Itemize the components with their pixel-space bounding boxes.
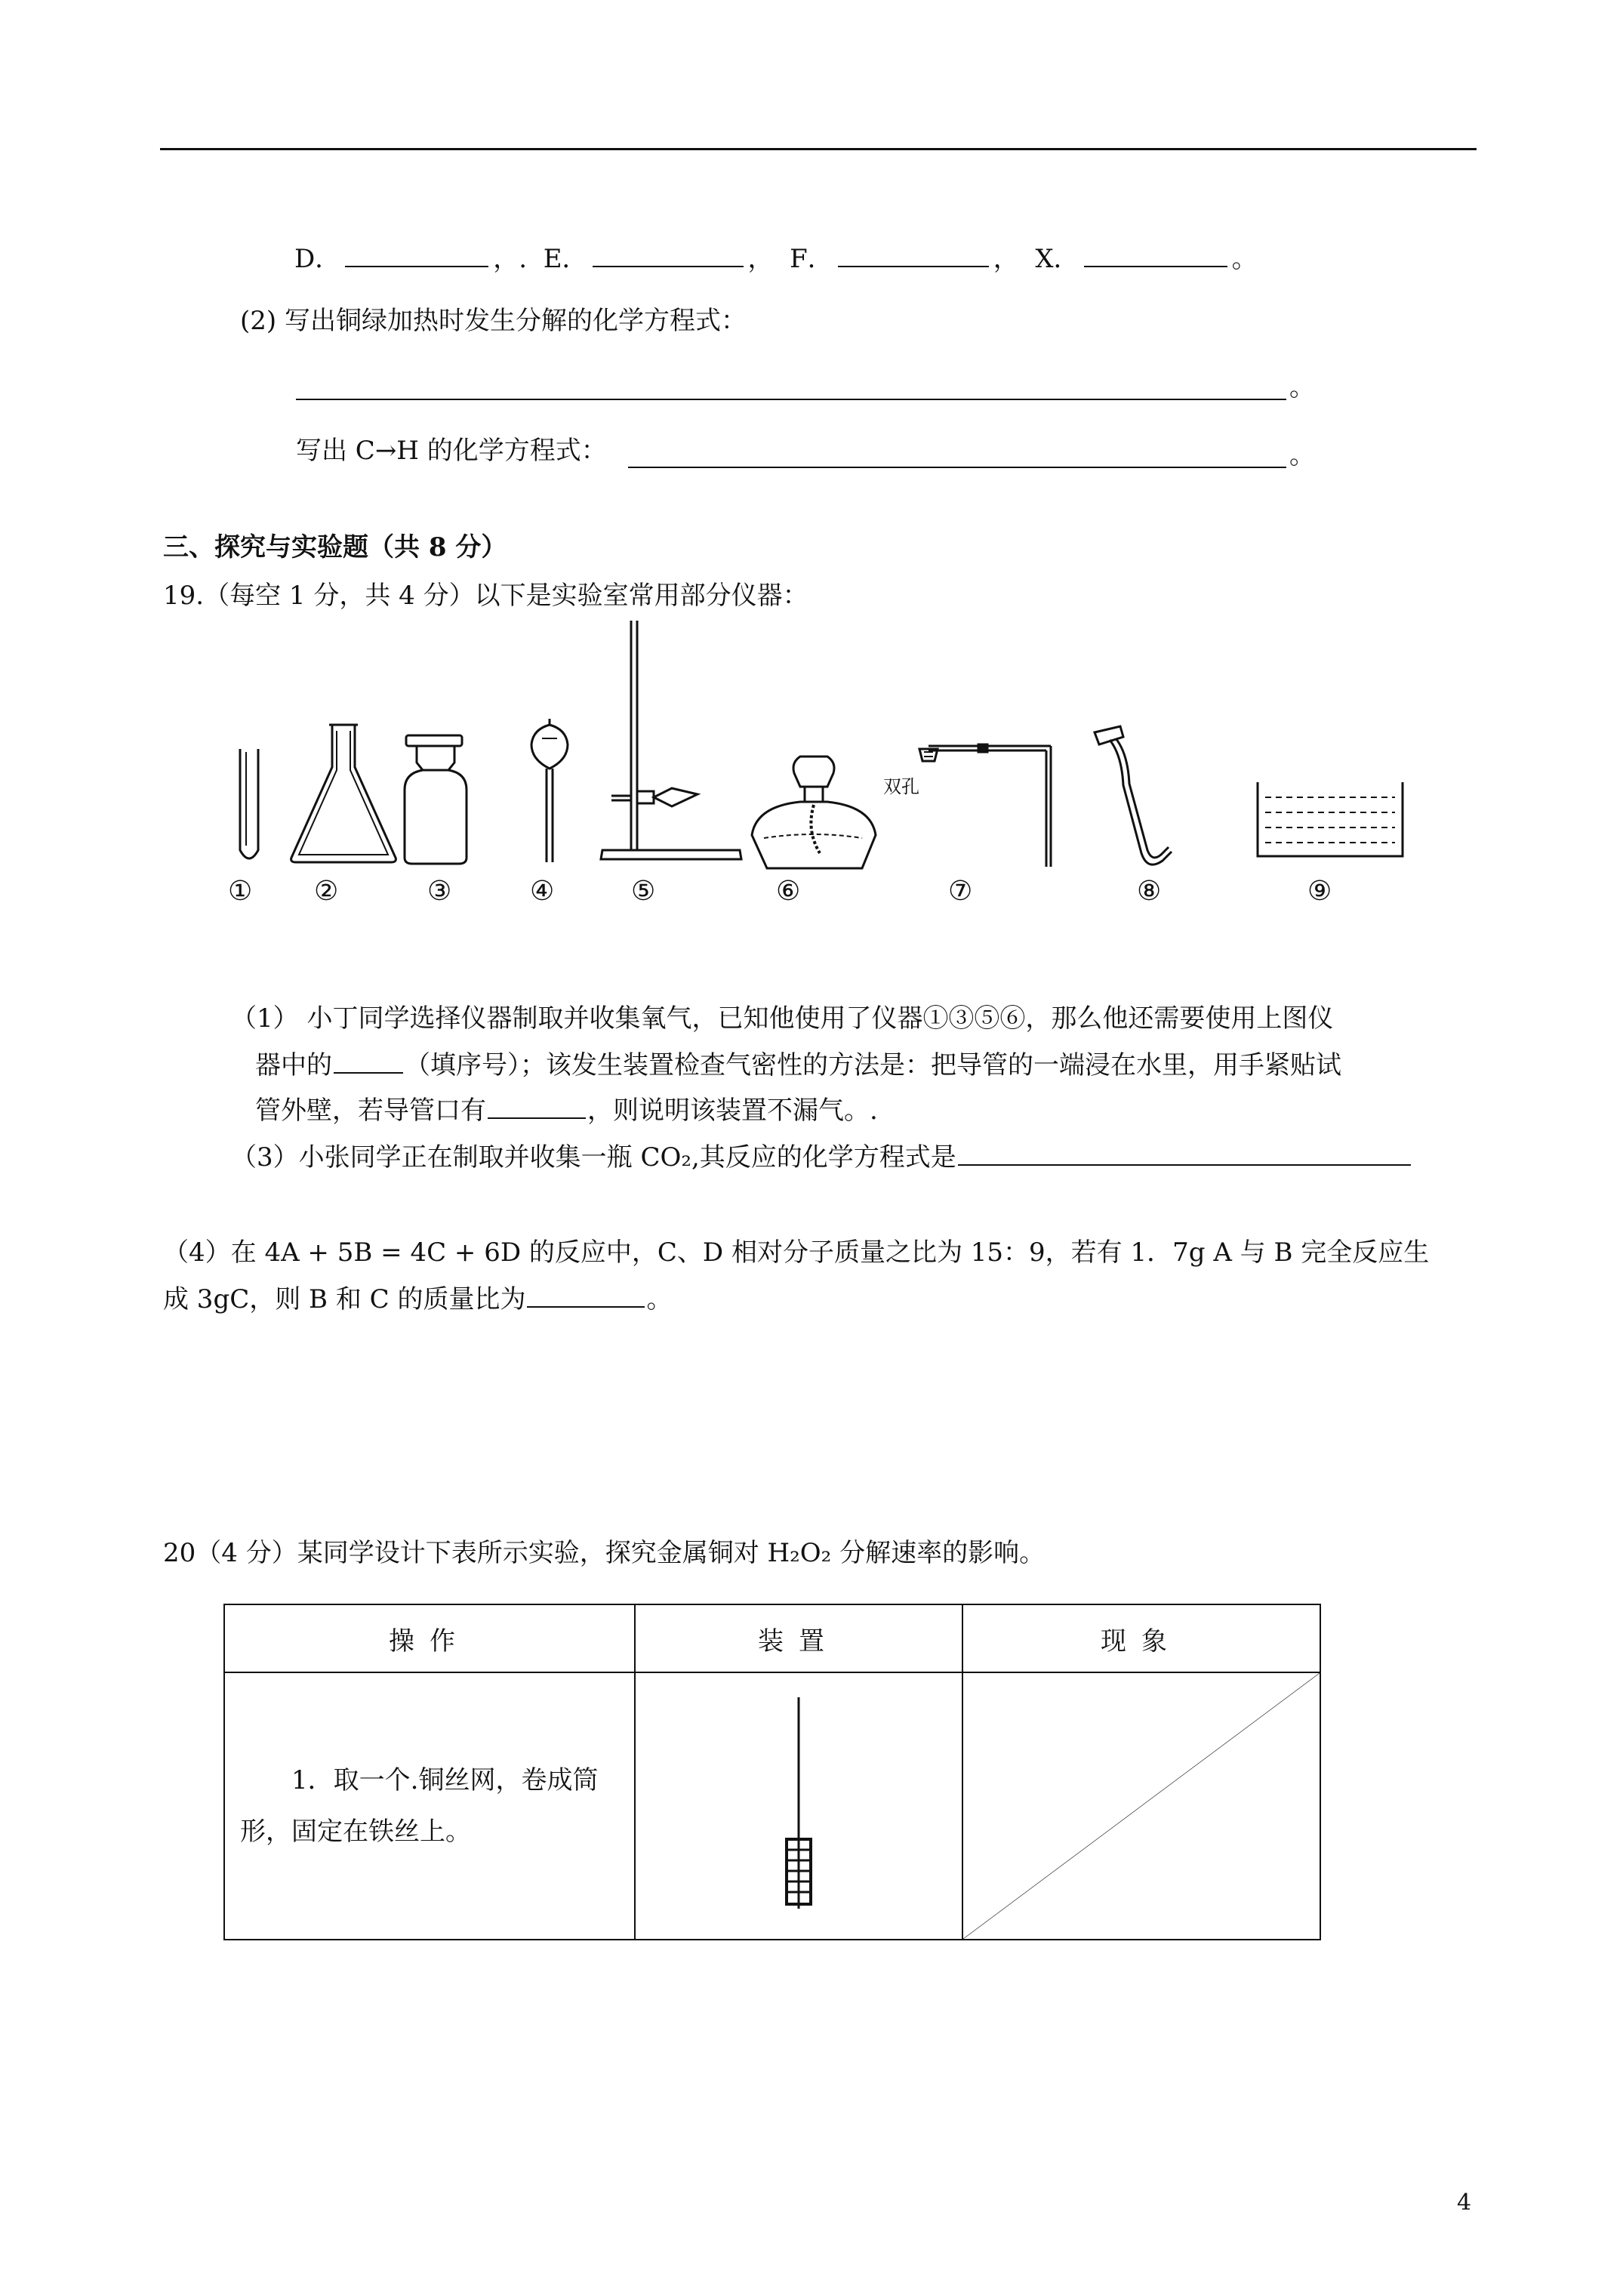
q19-p3	[231, 1139, 1412, 1176]
q19-p4-line1: （4）在 4A + 5B = 4C + 6D 的反应中，C、D 相对分子质量之比为 15：9，若有 1．7g A 与 B 完全反应生	[163, 1237, 1430, 1268]
q19-p4-line2	[163, 1281, 672, 1318]
text: ，则说明该装置不漏气。.	[587, 1096, 878, 1126]
section3-heading: 三、探究与实验题（共 8 分）	[163, 532, 507, 562]
header-rule	[160, 148, 1477, 150]
gas-bottle-icon	[405, 735, 467, 864]
separatory-funnel-icon	[531, 719, 568, 862]
q20-title: 20（4 分）某同学设计下表所示实验，探究金属铜对 H₂O₂ 分解速率的影响。	[163, 1538, 1046, 1568]
apparatus-number-5: ⑤	[631, 876, 656, 907]
header-phenomenon: 现象	[962, 1604, 1320, 1672]
water-trough-icon	[1258, 782, 1403, 856]
page-number: 4	[1457, 2190, 1472, 2216]
blank-bubbles[interactable]	[488, 1092, 586, 1119]
blank-e[interactable]	[593, 240, 744, 267]
apparatus-number-4: ④	[530, 876, 555, 907]
blank-d[interactable]	[345, 240, 488, 267]
label-e: E．	[543, 244, 588, 274]
text: 器中的	[255, 1050, 332, 1080]
apparatus-number-8: ⑧	[1137, 876, 1162, 907]
q19-p1-line1: （1） 小丁同学选择仪器制取并收集氧气，已知他使用了仪器①③⑤⑥，那么他还需要使用上图仪	[231, 1003, 1334, 1034]
stopper-label: 双孔	[883, 776, 919, 797]
text: 成 3gC，则 B 和 C 的质量比为	[163, 1284, 526, 1314]
test-tube-icon	[240, 749, 258, 858]
cell-phenomenon[interactable]	[962, 1672, 1320, 1940]
sep: ，.	[493, 244, 528, 274]
q18-part3-end: 。	[1289, 440, 1315, 470]
sep: ，	[993, 244, 1019, 274]
header-apparatus: 装置	[635, 1604, 962, 1672]
text: 管外壁，若导管口有	[255, 1096, 486, 1126]
table-header-row	[224, 1604, 1320, 1672]
label-d: D．	[294, 244, 341, 274]
blank-f[interactable]	[838, 240, 989, 267]
cell-apparatus	[635, 1672, 962, 1940]
alcohol-lamp-icon	[752, 757, 876, 868]
q19-title: 19.（每空 1 分，共 4 分）以下是实验室常用部分仪器：	[163, 581, 808, 611]
apparatus-number-7: ⑦	[948, 876, 973, 907]
q18-part3-label: 写出 C→H 的化学方程式：	[296, 436, 607, 466]
stopper-delivery-tube-icon	[919, 744, 1051, 867]
label-x: X．	[1035, 244, 1079, 274]
blank-instrument-number[interactable]	[334, 1046, 403, 1074]
apparatus-number-1: ①	[228, 876, 253, 907]
blank-x[interactable]	[1084, 240, 1227, 267]
sep: 。	[1231, 244, 1258, 274]
copper-mesh-on-wire-icon	[768, 1690, 829, 1916]
bent-tube-icon	[1095, 726, 1172, 864]
apparatus-number-2: ②	[314, 876, 339, 907]
blank-co2-equation[interactable]	[958, 1139, 1411, 1166]
blank-mass-ratio[interactable]	[527, 1281, 645, 1308]
sep: ，	[747, 244, 774, 274]
q18-part2-answer-line[interactable]	[296, 399, 1286, 400]
text: （3）小张同学正在制取并收集一瓶 CO₂,其反应的化学方程式是	[231, 1142, 956, 1173]
q18-part3-answer-line[interactable]	[628, 467, 1286, 468]
apparatus-number-3: ③	[427, 876, 452, 907]
text: 。	[646, 1284, 673, 1314]
q18-part2-end: 。	[1289, 372, 1315, 402]
text: （填序号）；该发生装置检查气密性的方法是：把导管的一端浸在水里，用手紧贴试	[405, 1050, 1341, 1080]
table-row	[224, 1672, 1320, 1940]
apparatus-figure	[219, 612, 1427, 921]
iron-stand-icon	[601, 621, 741, 859]
q19-p1-line2	[255, 1046, 1341, 1084]
q18-blanks-line	[294, 240, 1258, 278]
apparatus-number-9: ⑨	[1307, 876, 1332, 907]
apparatus-number-6: ⑥	[776, 876, 801, 907]
header-operation: 操作	[224, 1604, 635, 1672]
label-f: F．	[790, 244, 833, 274]
experiment-table	[223, 1604, 1321, 1940]
q19-p1-line3	[255, 1092, 878, 1130]
cell-operation	[224, 1672, 635, 1940]
q18-part2-label: (2) 写出铜绿加热时发生分解的化学方程式：	[240, 306, 747, 336]
operation-text: 1．取一个.铜丝网，卷成筒形，固定在铁丝上。	[240, 1765, 599, 1847]
diagonal-slash	[963, 1673, 1320, 1939]
conical-flask-icon	[291, 725, 396, 862]
